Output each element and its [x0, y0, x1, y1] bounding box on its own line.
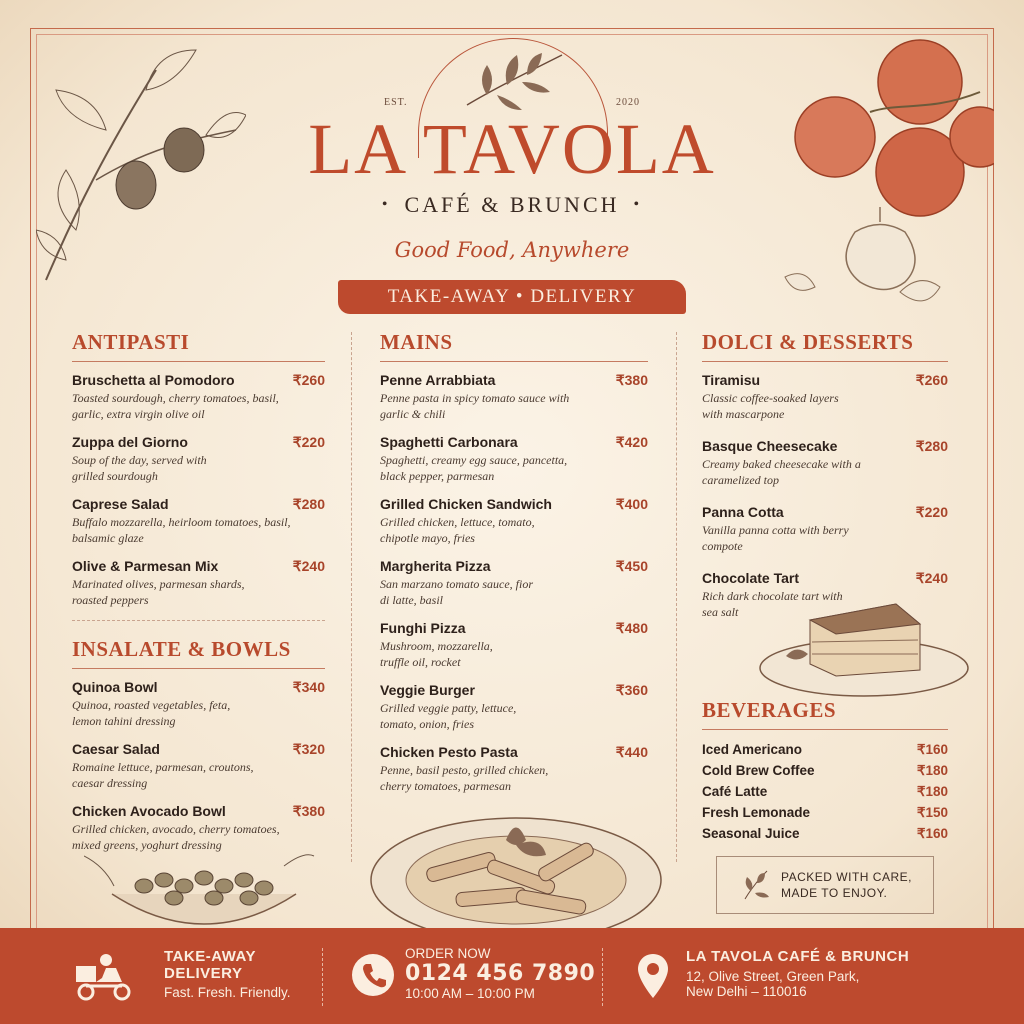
item-price: ₹380: [292, 803, 325, 819]
item-description: Mushroom, mozzarella, truffle oil, rocket: [380, 639, 493, 669]
item-description: San marzano tomato sauce, fior di latte, basil: [380, 577, 533, 607]
item-name: Spaghetti Carbonara: [380, 434, 518, 450]
item-name: Iced Americano: [702, 742, 803, 757]
menu-item: [380, 620, 648, 670]
item-price: ₹220: [915, 504, 948, 520]
cafe-name: LA TAVOLA CAFÉ & BRUNCH: [686, 948, 910, 965]
item-price: ₹400: [615, 496, 648, 512]
scooter-icon: [72, 952, 136, 1002]
item-price: ₹340: [292, 679, 325, 695]
order-label: ORDER NOW: [405, 946, 491, 961]
address-line-2: New Delhi – 110016: [686, 984, 807, 999]
item-name: Chicken Avocado Bowl: [72, 803, 226, 819]
section-title-dolci: DOLCI & DESSERTS: [702, 330, 948, 362]
item-name: Chocolate Tart: [702, 570, 799, 586]
delivery-line-1: TAKE-AWAY: [164, 948, 257, 965]
delivery-line-2: DELIVERY: [164, 965, 243, 982]
beverage-item: [702, 763, 948, 784]
delivery-info: [164, 948, 324, 1000]
item-price: ₹180: [916, 784, 948, 799]
item-name: Tiramisu: [702, 372, 761, 388]
address-line-1: 12, Olive Street, Green Park,: [686, 969, 860, 984]
section-divider: [72, 620, 325, 621]
item-price: ₹450: [615, 558, 648, 574]
phone-glyph: [352, 954, 394, 996]
section-title-mains: MAINS: [380, 330, 648, 362]
item-price: ₹180: [916, 763, 948, 778]
item-name: Panna Cotta: [702, 504, 784, 520]
packed-note: [716, 856, 934, 914]
item-price: ₹160: [916, 826, 948, 841]
menu-item: [380, 682, 648, 732]
beverage-item: [702, 742, 948, 763]
service-banner: TAKE-AWAY • DELIVERY: [338, 280, 686, 314]
item-name: Penne Arrabbiata: [380, 372, 496, 388]
menu-item: [380, 372, 648, 422]
item-name: Margherita Pizza: [380, 558, 491, 574]
item-price: ₹160: [916, 742, 948, 757]
item-price: ₹440: [615, 744, 648, 760]
item-description: Penne, basil pesto, grilled chicken, cherry tomatoes, parmesan: [380, 763, 549, 793]
olive-bowl-icon: [84, 846, 324, 928]
item-name: Basque Cheesecake: [702, 438, 838, 454]
item-price: ₹280: [292, 496, 325, 512]
item-name: Quinoa Bowl: [72, 679, 158, 695]
location-pin-icon: [636, 952, 670, 1000]
item-name: Café Latte: [702, 784, 768, 799]
menu-item: [702, 504, 948, 554]
item-description: Romaine lettuce, parmesan, croutons, caesar dressing: [72, 760, 254, 790]
beverage-item: [702, 826, 948, 847]
delivery-tagline: Fast. Fresh. Friendly.: [164, 985, 291, 1000]
leaf-sprig-icon: [452, 50, 572, 110]
item-description: Grilled chicken, avocado, cherry tomatoes, mixed greens, yoghurt dressing: [72, 822, 280, 852]
menu-item: [380, 434, 648, 484]
item-price: ₹260: [915, 372, 948, 388]
item-name: Bruschetta al Pomodoro: [72, 372, 235, 388]
menu-item: [72, 372, 325, 422]
item-price: ₹260: [292, 372, 325, 388]
right-column: [702, 330, 948, 632]
opening-hours: 10:00 AM – 10:00 PM: [405, 986, 535, 1001]
item-price: ₹320: [292, 741, 325, 757]
est-label: EST.: [384, 97, 408, 108]
item-description: Buffalo mozzarella, heirloom tomatoes, basil, balsamic glaze: [72, 515, 291, 545]
menu-item: [72, 496, 325, 546]
menu-item: [72, 434, 325, 484]
packed-line-1: PACKED WITH CARE,: [781, 870, 912, 884]
pasta-plate-icon: [366, 800, 666, 928]
item-price: ₹360: [615, 682, 648, 698]
menu-item: [380, 744, 648, 794]
menu-item: [72, 679, 325, 729]
item-description: Grilled chicken, lettuce, tomato, chipotle mayo, fries: [380, 515, 535, 545]
item-price: ₹420: [615, 434, 648, 450]
item-price: ₹150: [916, 805, 948, 820]
menu-item: [702, 438, 948, 488]
item-price: ₹240: [915, 570, 948, 586]
item-name: Caprese Salad: [72, 496, 169, 512]
menu-item: [702, 372, 948, 422]
item-description: Classic coffee-soaked layers with mascarpone: [702, 391, 839, 421]
item-name: Fresh Lemonade: [702, 805, 811, 820]
menu-item: [380, 558, 648, 608]
left-column: [72, 330, 325, 865]
phone-icon: [352, 954, 394, 996]
item-description: Soup of the day, served with grilled sourdough: [72, 453, 207, 483]
tagline: Good Food, Anywhere: [394, 238, 630, 262]
item-name: Seasonal Juice: [702, 826, 800, 841]
leaf-icon: [741, 869, 771, 901]
item-name: Olive & Parmesan Mix: [72, 558, 219, 574]
phone-number[interactable]: 0124 456 7890: [405, 961, 596, 986]
beverage-item: [702, 784, 948, 805]
item-price: ₹480: [615, 620, 648, 636]
item-name: Cold Brew Coffee: [702, 763, 815, 778]
footer-divider: [602, 948, 603, 1006]
tiramisu-plate-icon: [756, 596, 978, 702]
item-description: Penne pasta in spicy tomato sauce with garlic & chili: [380, 391, 570, 421]
item-description: Spaghetti, creamy egg sauce, pancetta, black pepper, parmesan: [380, 453, 568, 483]
item-name: Caesar Salad: [72, 741, 160, 757]
section-title-beverages: BEVERAGES: [702, 698, 948, 730]
item-description: Marinated olives, parmesan shards, roasted peppers: [72, 577, 245, 607]
item-description: Grilled veggie patty, lettuce, tomato, onion, fries: [380, 701, 517, 731]
item-description: Creamy baked cheesecake with a caramelized top: [702, 457, 861, 487]
item-price: ₹220: [292, 434, 325, 450]
item-description: Rich dark chocolate tart with sea salt: [702, 589, 843, 619]
section-title-insalate: INSALATE & BOWLS: [72, 637, 325, 669]
item-name: Grilled Chicken Sandwich: [380, 496, 552, 512]
item-price: ₹240: [292, 558, 325, 574]
brand-title: LA TAVOLA: [308, 109, 716, 189]
item-description: Quinoa, roasted vegetables, feta, lemon tahini dressing: [72, 698, 231, 728]
order-info: [405, 946, 605, 1001]
item-name: Funghi Pizza: [380, 620, 466, 636]
brand-subtitle: • CAFÉ & BRUNCH •: [381, 192, 643, 217]
section-title-antipasti: ANTIPASTI: [72, 330, 325, 362]
item-name: Zuppa del Giorno: [72, 434, 188, 450]
item-name: Chicken Pesto Pasta: [380, 744, 518, 760]
footer-divider: [322, 948, 323, 1006]
footer-bar: [0, 928, 1024, 1024]
item-description: Vanilla panna cotta with berry compote: [702, 523, 849, 553]
column-divider: [676, 332, 677, 862]
menu-item: [72, 741, 325, 791]
item-price: ₹380: [615, 372, 648, 388]
beverage-item: [702, 805, 948, 826]
column-divider: [351, 332, 352, 862]
middle-column: [380, 330, 648, 806]
menu-item: [380, 496, 648, 546]
item-name: Veggie Burger: [380, 682, 475, 698]
beverages-section: [702, 698, 948, 847]
packed-line-2: MADE TO ENJOY.: [781, 886, 888, 900]
est-year: 2020: [616, 97, 640, 108]
item-description: Toasted sourdough, cherry tomatoes, basil, garlic, extra virgin olive oil: [72, 391, 279, 421]
item-price: ₹280: [915, 438, 948, 454]
menu-item: [72, 558, 325, 608]
address-info: [686, 948, 986, 999]
